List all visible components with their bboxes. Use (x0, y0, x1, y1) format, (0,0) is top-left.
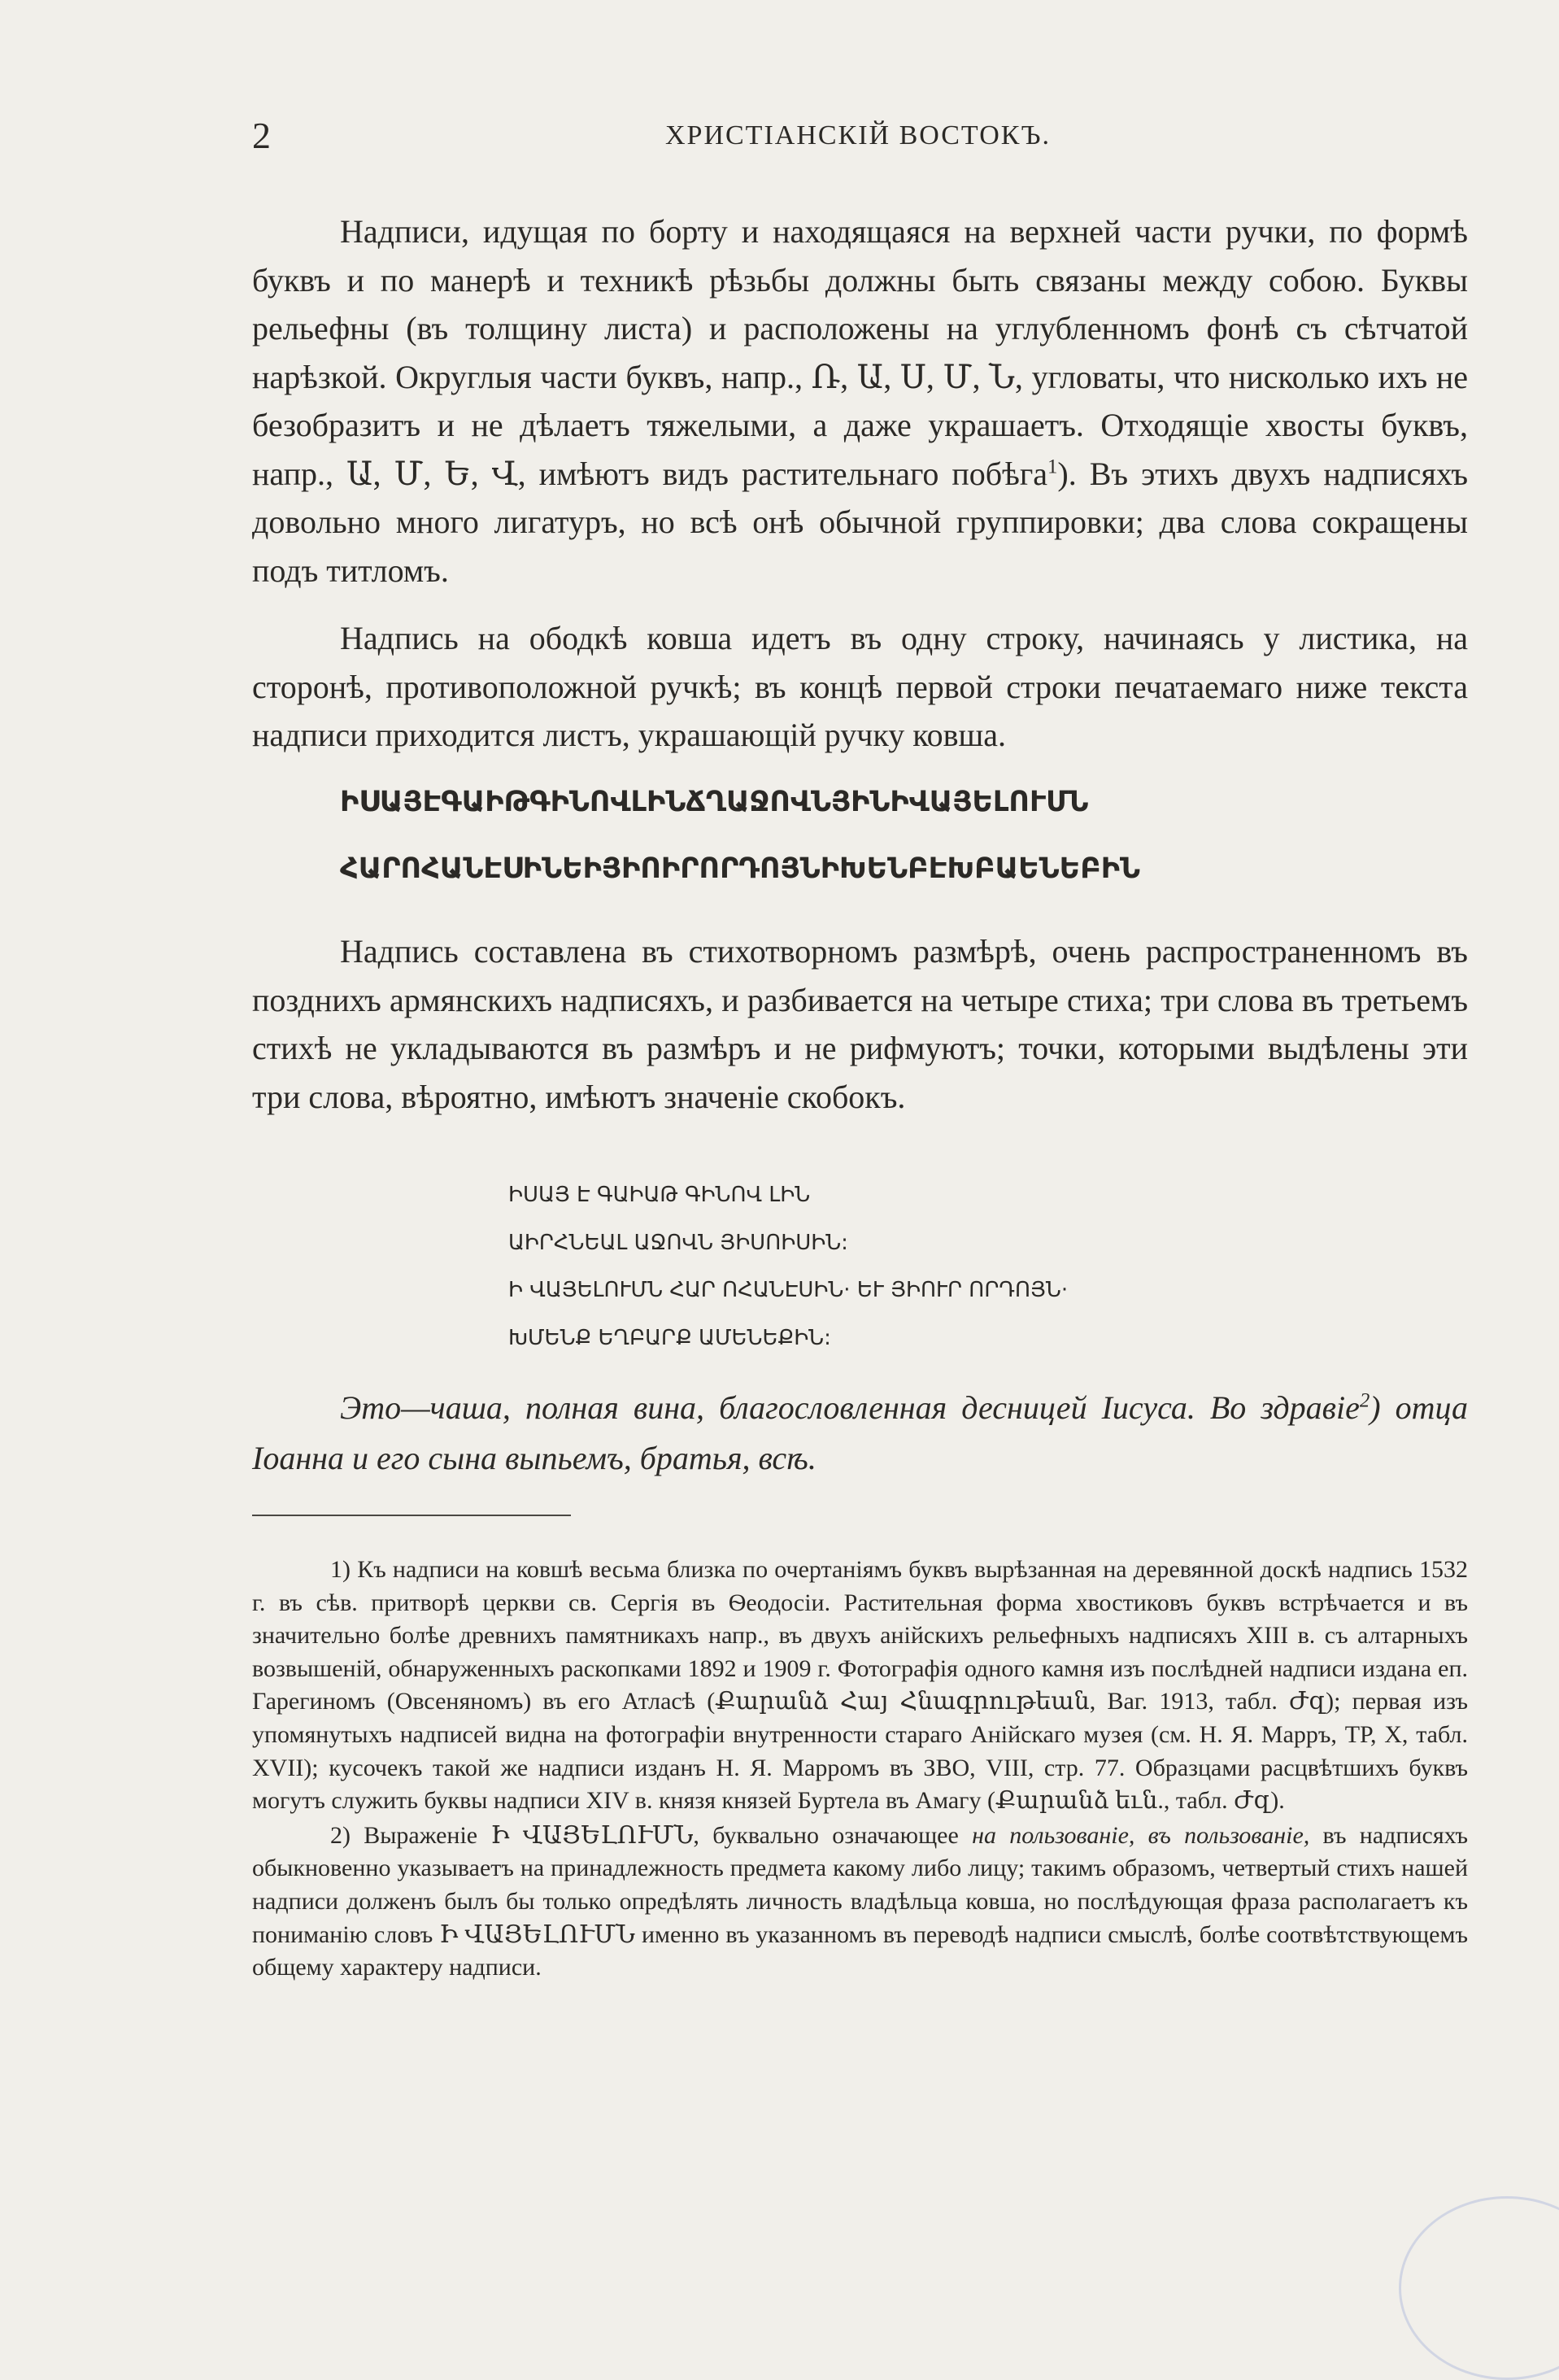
footnote-2 (252, 1820, 1468, 1985)
library-stamp (1399, 2196, 1559, 2380)
inscription-line-1: ԻՍԱՅԷԳԱԻԹԳԻՆՈՎԼԻՆՃՂԱՋՈՎՆՅԻՆԻՎԱՅԵԼՈՒՄՆ (340, 786, 1089, 818)
footnote-divider (252, 1515, 571, 1516)
inscription-line-2: ՀԱՐՈՀԱՆԷՍԻՆԵԻՅԻՈԻՐՈՐԴՈՅՆԻԽԵՆԲԷԽԲԱԵՆԵԲԻՆ (340, 852, 1141, 885)
paragraph-3 (252, 927, 1468, 1121)
paragraph-1-end: ). Въ этихъ двухъ надписяхъ довольно много лигатуръ, но всѣ онѣ обычной группировки; два слова сокращены подъ титломъ. (252, 455, 1468, 589)
page-header (252, 114, 1464, 163)
paragraph-2 (252, 614, 1468, 760)
paragraph-3-text: Надпись составлена въ стихотворномъ размѣрѣ, очень распространенномъ въ позднихъ армянскихъ надписяхъ, и разбивается на четыре стиха; три слова въ третьемъ стихѣ не укладываются въ размѣръ и не рифмуютъ; точки, которыми выдѣлены эти три слова, вѣроятно, имѣютъ значеніе скобокъ. (252, 933, 1468, 1115)
footnote-2-start: 2) Выраженіе Ի ՎԱՅԵԼՈՒՄՆ, буквально означающее (330, 1821, 973, 1849)
page-number: 2 (252, 115, 271, 156)
translation-end: ) отца Іоанна и его сына выпьемъ, братья, всѣ. (252, 1389, 1468, 1476)
running-head: ХРИСТІАНСКІЙ ВОСТОКЪ. (664, 120, 1051, 150)
translation-text: Это—чаша, полная вина, благословленная десницей Іисуса. Во здравіе (340, 1389, 1360, 1426)
paragraph-2-text: Надпись на ободкѣ ковша идетъ въ одну строку, начинаясь у листика, на сторонѣ, противоположной ручкѣ; въ концѣ первой строки печатаемаго ниже текста надписи приходится листъ, украшающій ручку ковша. (252, 620, 1468, 753)
footnote-ref-1: 1 (1047, 456, 1058, 478)
footnote-1: 1) Къ надписи на ковшѣ весьма близка по очертаніямъ буквъ вырѣзанная на деревянной доскѣ надпись 1532 г. въ сѣв. притворѣ церкви св. Сергія въ Ѳеодосіи. Растительная форма хвостиковъ буквъ встрѣчается и въ значительно болѣе древнихъ памятникахъ напр., въ двухъ анійскихъ рельефныхъ надписяхъ XIII в. съ алтарныхъ возвышеній, обнаруженныхъ раскопками 1892 и 1909 г. Фотографія одного камня изъ послѣдней надписи издана еп. Гарегиномъ (Овсеняномъ) въ его Атласѣ (Քարանձ Հայ Հնագրութեան, Ваг. 1913, табл. Ժզ); первая изъ упомянутыхъ надписей видна на фотографіи внутренности стараго Анійскаго музея (см. Н. Я. Марръ, ТР, X, табл. XVII); кусочекъ такой же надписи изданъ Н. Я. Марромъ въ ЗВО, VIII, стр. 77. Образцами расцвѣтшихъ буквъ могутъ служить буквы надписи XIV в. князя князей Буртела въ Амагу (Քարանձ եւն., табл. Ժզ). (252, 1556, 1468, 1815)
verse-line-4: ԽՄԵՆՔ ԵՂԲԱՐՔ ԱՄԵՆԵՔԻՆ: (508, 1325, 831, 1350)
footnote-ref-2: 2 (1359, 1389, 1370, 1412)
translation (252, 1383, 1468, 1484)
verse-line-1: ԻՍԱՅ Է ԳԱԻԱԹ ԳԻՆՈՎ ԼԻՆ (508, 1183, 811, 1207)
footnotes (252, 1554, 1468, 1985)
verse-line-3: Ի ՎԱՅԵԼՈՒՄՆ ՀԱՐ ՈՀԱՆԷՍԻՆ· ԵՒ ՅԻՈՒՐ ՈՐԴՈՅՆ· (508, 1278, 1069, 1302)
footnote-2-end: въ надписяхъ обыкновенно указываетъ на принадлежность предмета какому либо лицу; такимъ образомъ, четвертый стихъ нашей надписи долженъ былъ бы только опредѣлять личность владѣльца ковша, но послѣдующая фраза располагаетъ къ пониманію словъ Ի ՎԱՅԵԼՈՒՄՆ именно въ указанномъ въ переводѣ надписи смыслѣ, болѣе соотвѣтствующемъ общему характеру надписи. (252, 1821, 1468, 1981)
verse-block (508, 1171, 1068, 1362)
paragraph-1-text: Надписи, идущая по борту и находящаяся на верхней части ручки, по формѣ буквъ и по манерѣ и техникѣ рѣзьбы должны быть связаны между собою. Буквы рельефны (въ толщину листа) и расположены на углубленномъ фонѣ съ сѣтчатой нарѣзкой. Округлыя части буквъ, напр., Ռ, Ա, Ս, Մ, Ն, угловаты, что нисколько ихъ не безобразитъ и не дѣлаетъ тяжелыми, а даже украшаетъ. Отходящіе хвосты буквъ, напр., Ա, Մ, Ե, Վ, имѣютъ видъ растительнаго побѣга (252, 213, 1468, 492)
paragraph-1 (252, 207, 1468, 595)
footnote-2-italic: на пользованіе, въ пользованіе, (972, 1821, 1310, 1849)
armenian-inscription (340, 769, 1373, 902)
verse-line-2: ԱԻՐՀՆԵԱԼ ԱՋՈՎՆ ՅԻՍՈԻՍԻՆ: (508, 1230, 848, 1255)
